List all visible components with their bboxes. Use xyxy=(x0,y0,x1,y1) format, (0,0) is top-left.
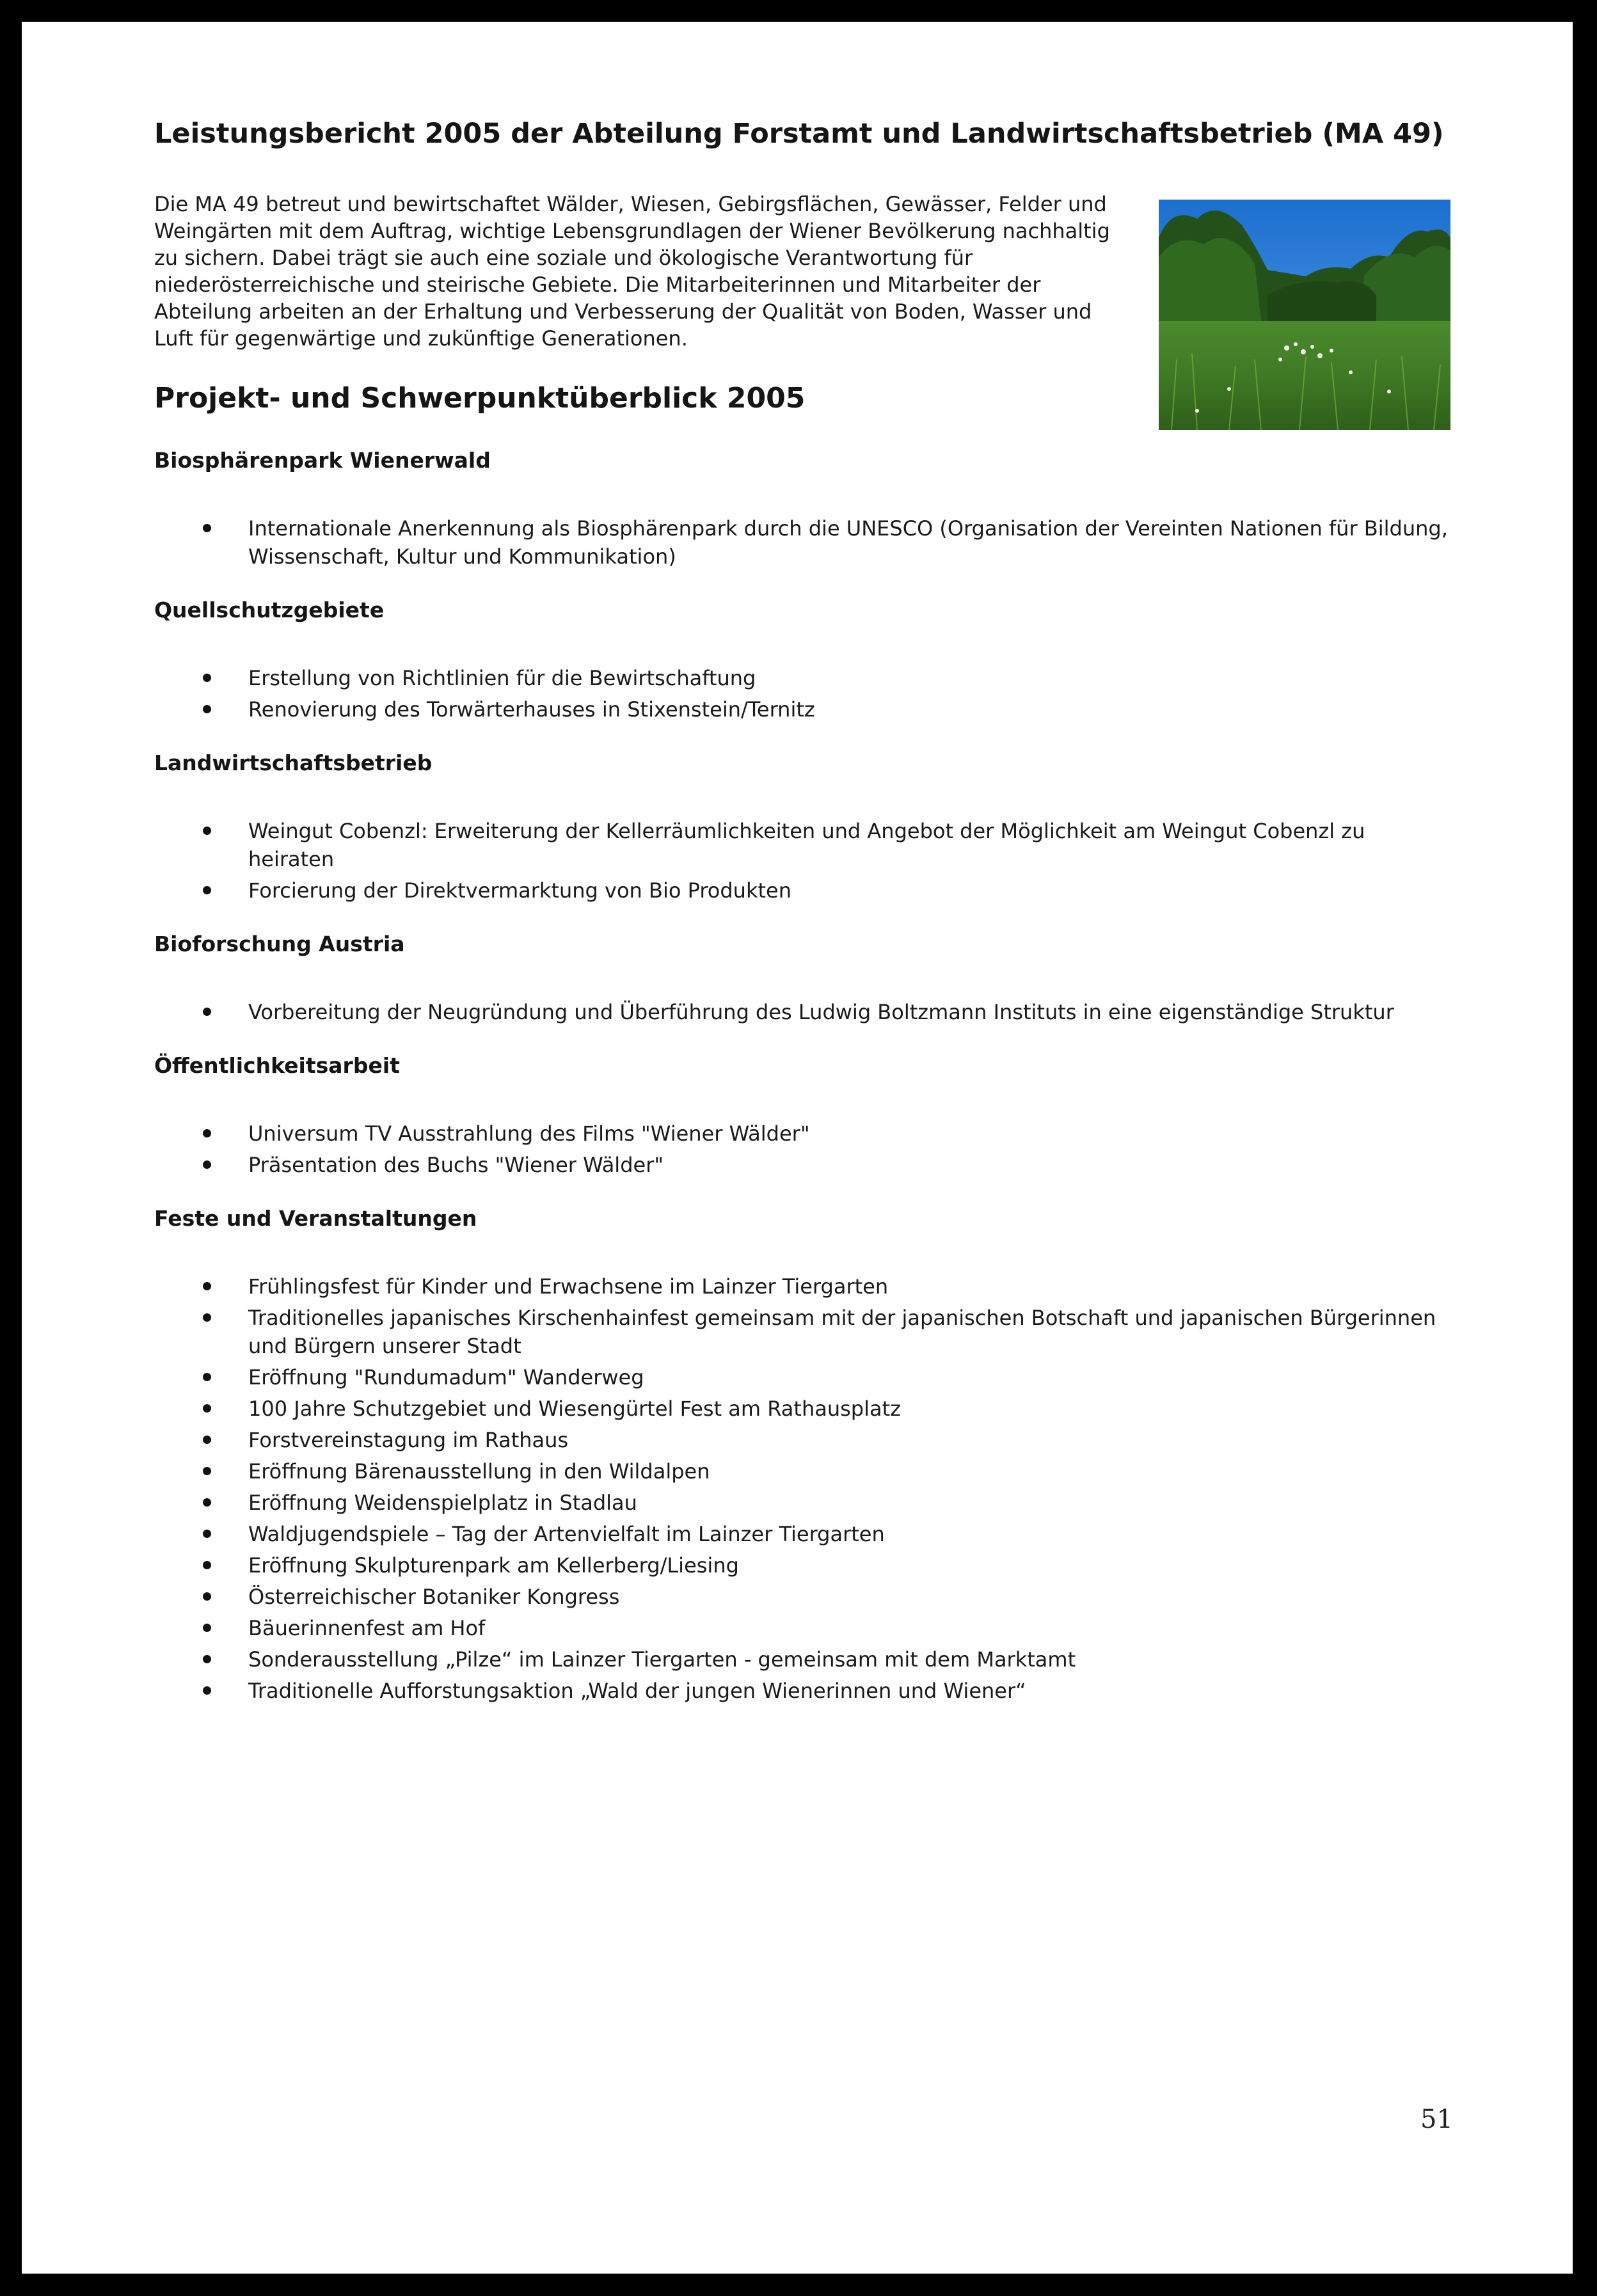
document-page xyxy=(22,22,1573,2274)
bullet-icon xyxy=(203,705,211,713)
list-item xyxy=(154,1426,1451,1454)
bullet-icon xyxy=(203,1436,211,1444)
bullet-icon xyxy=(203,827,211,835)
page-number: 51 xyxy=(1420,2105,1453,2134)
bullet-icon xyxy=(203,524,211,532)
list-item-text: Weingut Cobenzl: Erweiterung der Kellerräumlichkeiten und Angebot der Möglichkeit am Weingut Cobenzl zu heiraten xyxy=(248,819,1365,871)
list-item-text: Waldjugendspiele – Tag der Artenvielfalt im Lainzer Tiergarten xyxy=(248,1522,885,1546)
list-item xyxy=(154,998,1451,1026)
list-item-text: Österreichischer Botaniker Kongress xyxy=(248,1585,620,1609)
bullet-icon xyxy=(203,1160,211,1169)
bullet-icon xyxy=(203,1404,211,1413)
list-item-text: Erstellung von Richtlinien für die Bewirtschaftung xyxy=(248,666,756,690)
bullet-icon xyxy=(203,674,211,682)
intro-paragraph: Die MA 49 betreut und bewirtschaftet Wälder, Wiesen, Gebirgsflächen, Gewässer, Felder und Weingärten mit dem Auftrag, wichtige Lebensgrundlagen der Wiener Bevölkerung nachhaltig zu sichern. Dabei trägt sie auch eine soziale und ökologische Verantwortung für niederösterreichische und steirische Gebiete. Die Mitarbeiterinnen und Mitarbeiter der Abteilung arbeiten an der Erhaltung und Verbesserung der Qualität von Boden, Wasser und Luft für gegenwärtige und zukünftige Generationen. xyxy=(154,192,1110,351)
page-content xyxy=(154,115,1459,1730)
bullet-icon xyxy=(203,1313,211,1322)
list-item-text: Renovierung des Torwärterhauses in Stixenstein/Ternitz xyxy=(248,697,815,722)
bullet-icon xyxy=(203,1624,211,1632)
list-item-text: Eröffnung Bärenausstellung in den Wildalpen xyxy=(248,1459,710,1484)
bullet-list xyxy=(154,514,1459,571)
list-item-text: Eröffnung Skulpturenpark am Kellerberg/Liesing xyxy=(248,1553,739,1578)
bullet-icon xyxy=(203,1498,211,1507)
bullet-icon xyxy=(203,1467,211,1475)
subsection-heading: Landwirtschaftsbetrieb xyxy=(154,750,433,775)
list-item-text: Vorbereitung der Neugründung und Überführung des Ludwig Boltzmann Instituts in eine eigenständige Struktur xyxy=(248,1000,1394,1024)
list-item-text: Internationale Anerkennung als Biosphärenpark durch die UNESCO (Organisation der Vereinten Nationen für Bildung, Wissenschaft, Kultur und Kommunikation) xyxy=(248,516,1448,569)
list-item-text: Forcierung der Direktvermarktung von Bio Produkten xyxy=(248,878,791,903)
subsection-heading: Bioforschung Austria xyxy=(154,931,405,956)
list-item-text: 100 Jahre Schutzgebiet und Wiesengürtel Fest am Rathausplatz xyxy=(248,1397,901,1421)
subsection xyxy=(154,1052,1459,1179)
list-item-text: Eröffnung Weidenspielplatz in Stadlau xyxy=(248,1491,637,1515)
bullet-icon xyxy=(203,1530,211,1538)
list-item xyxy=(154,1272,1451,1301)
list-item xyxy=(154,1457,1451,1485)
bullet-icon xyxy=(203,1561,211,1569)
subsection-heading: Öffentlichkeitsarbeit xyxy=(154,1053,400,1078)
bullet-list xyxy=(154,664,1459,724)
list-item xyxy=(154,664,1451,692)
list-item xyxy=(154,1120,1451,1148)
list-item xyxy=(154,1520,1451,1548)
bullet-list xyxy=(154,1120,1459,1179)
list-item-text: Bäuerinnenfest am Hof xyxy=(248,1616,486,1640)
list-item-text: Forstvereinstagung im Rathaus xyxy=(248,1428,569,1452)
bullet-icon xyxy=(203,1373,211,1381)
subsection xyxy=(154,447,1459,571)
intro-block xyxy=(154,191,1459,447)
bullet-icon xyxy=(203,1655,211,1663)
bullet-list xyxy=(154,1272,1459,1705)
list-item-text: Eröffnung "Rundumadum" Wanderweg xyxy=(248,1365,644,1389)
bullet-icon xyxy=(203,1686,211,1695)
list-item xyxy=(154,1395,1451,1423)
list-item xyxy=(154,1677,1451,1705)
subsection-heading: Quellschutzgebiete xyxy=(154,598,385,622)
bullet-icon xyxy=(203,1129,211,1137)
list-item xyxy=(154,1304,1451,1360)
list-item xyxy=(154,514,1451,571)
bullet-list xyxy=(154,817,1459,905)
meadow-photo xyxy=(1159,200,1450,430)
list-item-text: Traditionelles japanisches Kirschenhainfest gemeinsam mit der japanischen Botschaft und japanischen Bürgerinnen und Bürgern unserer Stadt xyxy=(248,1306,1436,1358)
list-item xyxy=(154,1363,1451,1391)
list-item xyxy=(154,817,1451,873)
page-title: Leistungsbericht 2005 der Abteilung Forstamt und Landwirtschaftsbetrieb (MA 49) xyxy=(154,118,1444,150)
bullet-icon xyxy=(203,1282,211,1290)
list-item-text: Universum TV Ausstrahlung des Films "Wiener Wälder" xyxy=(248,1121,810,1146)
subsection-heading: Feste und Veranstaltungen xyxy=(154,1206,477,1231)
bullet-icon xyxy=(203,886,211,894)
list-item xyxy=(154,1151,1451,1179)
sections-container xyxy=(154,447,1459,1705)
list-item xyxy=(154,1489,1451,1517)
list-item-text: Frühlingsfest für Kinder und Erwachsene im Lainzer Tiergarten xyxy=(248,1274,889,1299)
list-item xyxy=(154,1645,1451,1674)
subsection xyxy=(154,1205,1459,1705)
bullet-list xyxy=(154,998,1459,1026)
list-item-text: Traditionelle Aufforstungsaktion „Wald der jungen Wienerinnen und Wiener“ xyxy=(248,1679,1026,1703)
list-item xyxy=(154,876,1451,905)
list-item xyxy=(154,1614,1451,1642)
list-item xyxy=(154,695,1451,724)
list-item xyxy=(154,1583,1451,1611)
section-title: Projekt- und Schwerpunktüberblick 2005 xyxy=(154,382,806,415)
subsection xyxy=(154,596,1459,724)
subsection xyxy=(154,930,1459,1026)
bullet-icon xyxy=(203,1008,211,1016)
list-item-text: Präsentation des Buchs "Wiener Wälder" xyxy=(248,1153,664,1177)
list-item-text: Sonderausstellung „Pilze“ im Lainzer Tiergarten - gemeinsam mit dem Marktamt xyxy=(248,1647,1076,1672)
subsection xyxy=(154,749,1459,905)
subsection-heading: Biosphärenpark Wienerwald xyxy=(154,448,491,473)
bullet-icon xyxy=(203,1592,211,1601)
list-item xyxy=(154,1551,1451,1579)
